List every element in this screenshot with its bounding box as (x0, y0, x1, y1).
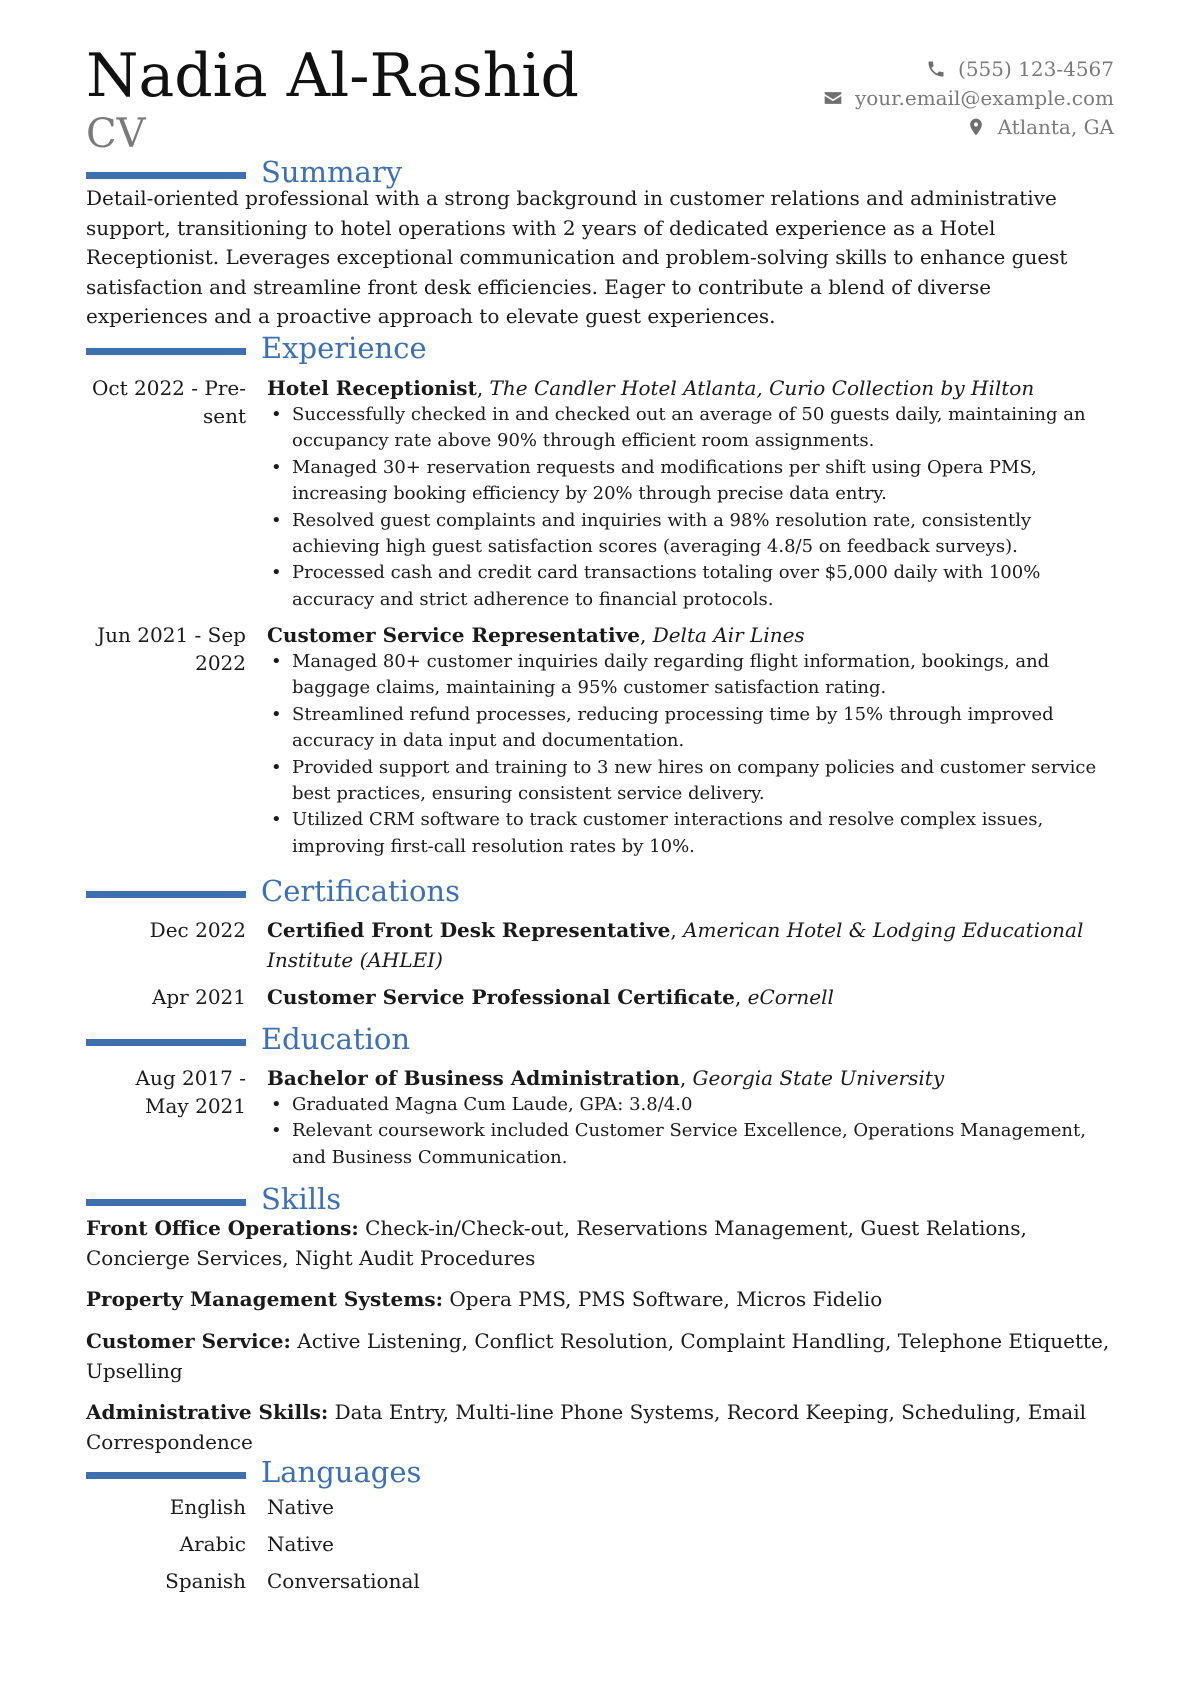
entry-heading: Customer Service Professional Certificate, eCornell (267, 985, 834, 1009)
contact-location (694, 112, 1114, 141)
skill-group (86, 1285, 1118, 1315)
language-name: Spanish (165, 1569, 246, 1593)
skill-label: Administrative Skills: (86, 1400, 329, 1424)
section-title: Certifications (261, 874, 460, 908)
section-accent-bar (86, 1039, 246, 1046)
section-accent-bar (86, 172, 246, 179)
entry-body (267, 621, 1118, 860)
entry-date: Apr 2021 (151, 985, 246, 1009)
envelope-icon (823, 88, 843, 108)
map-pin-icon (966, 117, 986, 137)
contact-block (694, 54, 1114, 141)
skill-group (86, 1214, 1118, 1273)
job-title: Hotel Receptionist (267, 376, 477, 400)
employer: The Candler Hotel Atlanta, Curio Collection by Hilton (489, 376, 1035, 400)
entry-heading: Customer Service Representative, Delta Air Lines (267, 623, 805, 647)
date-line: Aug 2017 - (135, 1066, 246, 1090)
section-accent-bar (86, 1199, 246, 1206)
language-row (86, 1529, 686, 1559)
bullet-list (267, 402, 1118, 613)
entry-body (267, 1064, 1118, 1171)
skill-group (86, 1398, 1118, 1457)
summary-text: Detail-oriented professional with a strong background in customer relations and administrative support, transitioning to hotel operations with 2 years of dedicated experience as a Hotel Receptionist. Leverages exceptional communication and problem-solving skills to enhance guest satisfaction and streamline front desk efficiencies. Eager to contribute a blend of diverse experiences and a proactive approach to elevate guest experiences. (86, 186, 1068, 329)
certification-name: Certified Front Desk Representative (267, 918, 671, 942)
employer: Delta Air Lines (652, 623, 805, 647)
skill-group (86, 1327, 1118, 1386)
email-text: your.email@example.com (854, 85, 1114, 110)
contact-phone[interactable] (694, 54, 1114, 83)
bullet-list (267, 649, 1118, 860)
degree: Bachelor of Business Administration (267, 1066, 680, 1090)
language-level: Conversational (267, 1569, 420, 1593)
list-item: • Provided support and training to 3 new hires on company policies and customer service best practices, ensuring consistent service delivery. (267, 755, 1118, 808)
entry-heading: Certified Front Desk Representative, American Hotel & Lodging Educational Institute (AHLEI) (267, 918, 1084, 972)
list-item: • Successfully checked in and checked out an average of 50 guests daily, maintaining an occupancy rate above 90% through efficient room assignments. (267, 402, 1118, 455)
entry-heading: Bachelor of Business Administration, Georgia State University (267, 1066, 945, 1090)
date-line: 2022 (195, 651, 246, 675)
skill-label: Customer Service: (86, 1329, 291, 1353)
list-item: • Managed 30+ reservation requests and modifications per shift using Opera PMS, increasing booking efficiency by 20% through precise data entry. (267, 455, 1118, 508)
list-item: • Utilized CRM software to track customer interactions and resolve complex issues, improving first-call resolution rates by 10%. (267, 807, 1118, 860)
skill-text: Active Listening, Conflict Resolution, Complaint Handling, Telephone Etiquette, Upselling (86, 1329, 1110, 1383)
list-item: • Relevant coursework included Customer Service Excellence, Operations Management, and Business Communication. (267, 1118, 1118, 1171)
entry-heading: Hotel Receptionist, The Candler Hotel Atlanta, Curio Collection by Hilton (267, 376, 1035, 400)
date-line: Jun 2021 - Sep (97, 623, 246, 647)
certification-name: Customer Service Professional Certificate (267, 985, 735, 1009)
entry-body (267, 916, 1118, 975)
section-certifications-heading (86, 874, 460, 908)
section-title: Experience (261, 331, 427, 365)
list-item: • Managed 80+ customer inquiries daily regarding flight information, bookings, and baggage claims, maintaining a 95% customer satisfaction rating. (267, 649, 1118, 702)
language-level: Native (267, 1532, 334, 1556)
skill-text: Check-in/Check-out, Reservations Management, Guest Relations, Concierge Services, Night Audit Procedures (86, 1216, 1027, 1270)
list-item: • Graduated Magna Cum Laude, GPA: 3.8/4.0 (267, 1092, 1118, 1118)
entry-date: Dec 2022 (149, 918, 246, 942)
language-level: Native (267, 1495, 334, 1519)
entry-body (267, 983, 1118, 1011)
list-item: • Streamlined refund processes, reducing processing time by 15% through improved accuracy in data input and documentation. (267, 702, 1118, 755)
candidate-name: Nadia Al-Rashid (86, 41, 579, 111)
job-title: Customer Service Representative (267, 623, 640, 647)
section-languages-heading (86, 1455, 421, 1489)
skill-label: Property Management Systems: (86, 1287, 444, 1311)
section-accent-bar (86, 348, 246, 355)
list-item: • Resolved guest complaints and inquiries with a 98% resolution rate, consistently achieving high guest satisfaction scores (averaging 4.8/5 on feedback surveys). (267, 508, 1118, 561)
school: Georgia State University (692, 1066, 945, 1090)
section-accent-bar (86, 891, 246, 898)
bullet-list (267, 1092, 1118, 1171)
phone-text: (555) 123-4567 (958, 56, 1114, 81)
section-accent-bar (86, 1472, 246, 1479)
issuer: eCornell (747, 985, 834, 1009)
section-experience-heading (86, 331, 427, 365)
location-text: Atlanta, GA (997, 114, 1114, 139)
contact-email[interactable] (694, 83, 1114, 112)
entry-date (86, 374, 246, 430)
language-row (86, 1566, 686, 1596)
section-title: Education (261, 1022, 411, 1056)
date-line: Oct 2022 - Pre- (92, 376, 246, 400)
entry-date (86, 621, 246, 677)
entry-body (267, 374, 1118, 613)
language-name: Arabic (179, 1532, 246, 1556)
section-education-heading (86, 1022, 410, 1056)
skill-text: Data Entry, Multi-line Phone Systems, Record Keeping, Scheduling, Email Correspondence (86, 1400, 1087, 1454)
date-line: sent (202, 404, 246, 428)
section-skills-heading (86, 1182, 341, 1216)
language-row (86, 1492, 686, 1522)
language-name: English (169, 1495, 246, 1519)
section-title: Summary (261, 155, 403, 189)
entry-date (86, 1064, 246, 1120)
section-title: Languages (261, 1455, 422, 1489)
phone-icon (926, 59, 946, 79)
issuer: American Hotel & Lodging Educational Institute (AHLEI) (267, 918, 1084, 972)
section-title: Skills (261, 1182, 342, 1216)
date-line: May 2021 (145, 1094, 246, 1118)
skill-text: Opera PMS, PMS Software, Micros Fidelio (449, 1287, 883, 1311)
document-subtitle: CV (86, 111, 146, 157)
skill-label: Front Office Operations: (86, 1216, 359, 1240)
list-item: • Processed cash and credit card transactions totaling over $5,000 daily with 100% accuracy and strict adherence to financial protocols. (267, 560, 1118, 613)
